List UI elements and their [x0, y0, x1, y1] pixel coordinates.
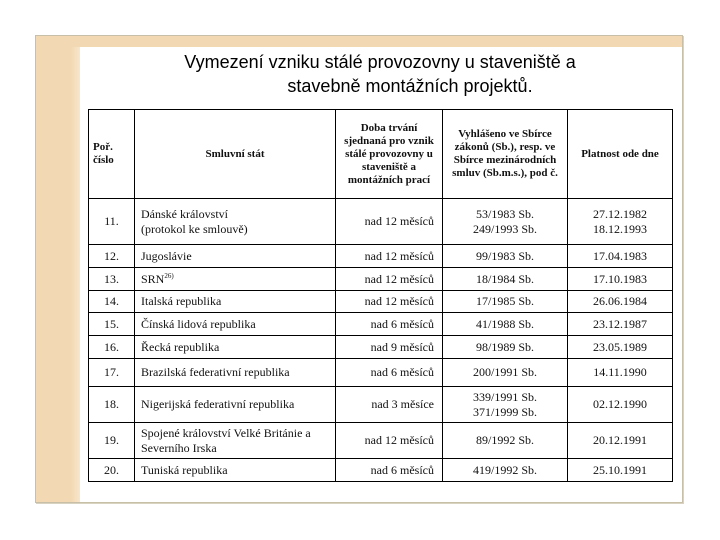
cell-state	[135, 387, 336, 423]
cell-publication	[443, 423, 568, 459]
table-row	[89, 459, 673, 482]
cell-state	[135, 313, 336, 336]
cell-no	[89, 359, 135, 387]
title-line-2: stavebně montážních projektů.	[287, 76, 533, 96]
cell-duration-dur: nad 3 měsíce	[371, 397, 434, 411]
table-row	[89, 313, 673, 336]
cell-publication	[443, 459, 568, 482]
cell-state-state: Dánské království	[141, 206, 228, 221]
cell-duration-dur: nad 12 měsíců	[364, 294, 434, 308]
cell-publication-pub: 53/1983 Sb.	[475, 206, 534, 221]
cell-state	[135, 336, 336, 359]
cell-duration-dur: nad 12 měsíců	[364, 248, 434, 263]
cell-publication	[443, 268, 568, 291]
cell-duration-dur: nad 9 měsíců	[370, 339, 434, 354]
cell-duration-dur: nad 6 měsíců	[370, 316, 434, 331]
cell-no	[89, 245, 135, 268]
cell-no	[89, 423, 135, 459]
cell-state-state2: Severního Irska	[141, 440, 217, 455]
cell-state-state: Čínská lidová republika	[141, 316, 256, 331]
cell-duration-dur: nad 12 měsíců	[364, 271, 434, 286]
cell-publication-pub2: 371/1999 Sb.	[472, 404, 537, 419]
cell-publication-pub2: 249/1993 Sb.	[472, 221, 537, 236]
frame-band-top	[36, 36, 682, 47]
cell-state	[135, 268, 336, 291]
table-row	[89, 423, 673, 459]
cell-validity-valid: 17.04.1983	[593, 248, 647, 263]
cell-validity-valid2: 18.12.1993	[593, 221, 647, 236]
cell-no-no: 18.	[104, 397, 119, 411]
cell-publication	[443, 313, 568, 336]
cell-duration	[336, 268, 443, 291]
cell-validity-valid: 26.06.1984	[593, 294, 647, 308]
cell-no	[89, 199, 135, 245]
cell-no	[89, 336, 135, 359]
cell-duration	[336, 459, 443, 482]
header-duration: Doba trvání sjednaná pro vznik stálé provozovny u staveniště a montážních prací	[336, 110, 443, 199]
cell-no-no: 11.	[104, 214, 119, 228]
cell-duration-dur: nad 12 měsíců	[364, 214, 434, 228]
slide-title	[80, 50, 680, 98]
cell-validity	[568, 459, 673, 482]
cell-validity-valid: 25.10.1991	[593, 462, 647, 477]
cell-duration-dur: nad 6 měsíců	[370, 365, 434, 379]
cell-state-state: Italská republika	[141, 294, 222, 308]
cell-duration	[336, 245, 443, 268]
cell-publication	[443, 199, 568, 245]
cell-no-no: 17.	[104, 365, 119, 379]
cell-no-no: 20.	[104, 462, 119, 477]
cell-validity-valid: 23.12.1987	[593, 316, 647, 331]
cell-state-sup: 26)	[164, 271, 174, 280]
cell-publication-pub: 17/1985 Sb.	[475, 294, 534, 308]
cell-state-state: Jugoslávie	[141, 248, 192, 263]
cell-state-state: Nigerijská federativní republika	[141, 397, 295, 411]
header-no: Poř. číslo	[89, 110, 135, 199]
cell-no-no: 19.	[104, 433, 119, 447]
cell-publication-pub: 99/1983 Sb.	[475, 248, 534, 263]
cell-validity-valid: 17.10.1983	[593, 271, 647, 286]
treaty-table	[88, 109, 673, 482]
cell-publication-pub: 18/1984 Sb.	[475, 271, 534, 286]
cell-publication-pub: 89/1992 Sb.	[475, 433, 534, 447]
cell-duration	[336, 359, 443, 387]
cell-no-no: 14.	[104, 294, 119, 308]
cell-duration	[336, 423, 443, 459]
frame-band-left	[36, 36, 80, 502]
title-line-1: Vymezení vzniku stálé provozovny u staveniště a	[184, 52, 576, 72]
cell-publication-pub: 41/1988 Sb.	[475, 316, 534, 331]
cell-state	[135, 423, 336, 459]
cell-publication	[443, 336, 568, 359]
header-validity: Platnost ode dne	[568, 110, 673, 199]
cell-publication-pub: 339/1991 Sb.	[472, 389, 537, 404]
cell-publication-pub: 200/1991 Sb.	[472, 365, 537, 379]
cell-state	[135, 245, 336, 268]
cell-publication	[443, 359, 568, 387]
cell-validity	[568, 336, 673, 359]
cell-no	[89, 313, 135, 336]
cell-publication-pub: 98/1989 Sb.	[475, 339, 534, 354]
header-publication: Vyhlášeno ve Sbírce zákonů (Sb.), resp. ve Sbírce mezinárodních smluv (Sb.m.s.), pod č.	[443, 110, 568, 199]
table-row	[89, 268, 673, 291]
cell-validity	[568, 313, 673, 336]
cell-validity-valid: 23.05.1989	[593, 339, 647, 354]
cell-state-state2: (protokol ke smlouvě)	[141, 221, 248, 236]
table-row	[89, 359, 673, 387]
cell-no-no: 12.	[104, 248, 119, 263]
cell-publication-pub: 419/1992 Sb.	[472, 462, 537, 477]
cell-state-state: Spojené království Velké Británie a	[141, 425, 311, 440]
cell-state-state: SRN	[141, 271, 165, 286]
cell-no-no: 13.	[104, 271, 119, 286]
cell-validity	[568, 199, 673, 245]
cell-state	[135, 459, 336, 482]
cell-duration	[336, 336, 443, 359]
cell-state-state: Brazilská federativní republika	[141, 365, 290, 379]
cell-no-no: 16.	[104, 339, 119, 354]
cell-state-state: Tuniská republika	[141, 462, 228, 477]
cell-validity	[568, 268, 673, 291]
header-state: Smluvní stát	[135, 110, 336, 199]
cell-duration	[336, 387, 443, 423]
cell-state	[135, 359, 336, 387]
cell-validity	[568, 245, 673, 268]
cell-duration	[336, 199, 443, 245]
cell-validity-valid: 20.12.1991	[593, 433, 647, 447]
cell-validity-valid: 02.12.1990	[593, 397, 647, 411]
cell-duration-dur: nad 12 měsíců	[364, 433, 434, 447]
table-row	[89, 291, 673, 313]
cell-validity	[568, 387, 673, 423]
cell-validity	[568, 359, 673, 387]
cell-publication	[443, 245, 568, 268]
cell-state-state: Řecká republika	[141, 339, 220, 354]
cell-duration	[336, 313, 443, 336]
table-row	[89, 336, 673, 359]
cell-duration-dur: nad 6 měsíců	[370, 462, 434, 477]
cell-state	[135, 291, 336, 313]
cell-no	[89, 387, 135, 423]
cell-state	[135, 199, 336, 245]
cell-validity-valid: 14.11.1990	[593, 365, 647, 379]
table-row	[89, 199, 673, 245]
table-header-row	[89, 110, 673, 199]
cell-validity	[568, 291, 673, 313]
cell-validity-valid: 27.12.1982	[593, 206, 647, 221]
cell-validity	[568, 423, 673, 459]
cell-no	[89, 268, 135, 291]
cell-duration	[336, 291, 443, 313]
table-row	[89, 387, 673, 423]
cell-publication	[443, 387, 568, 423]
cell-no	[89, 291, 135, 313]
cell-publication	[443, 291, 568, 313]
table-row	[89, 245, 673, 268]
cell-no	[89, 459, 135, 482]
cell-no-no: 15.	[104, 316, 119, 331]
